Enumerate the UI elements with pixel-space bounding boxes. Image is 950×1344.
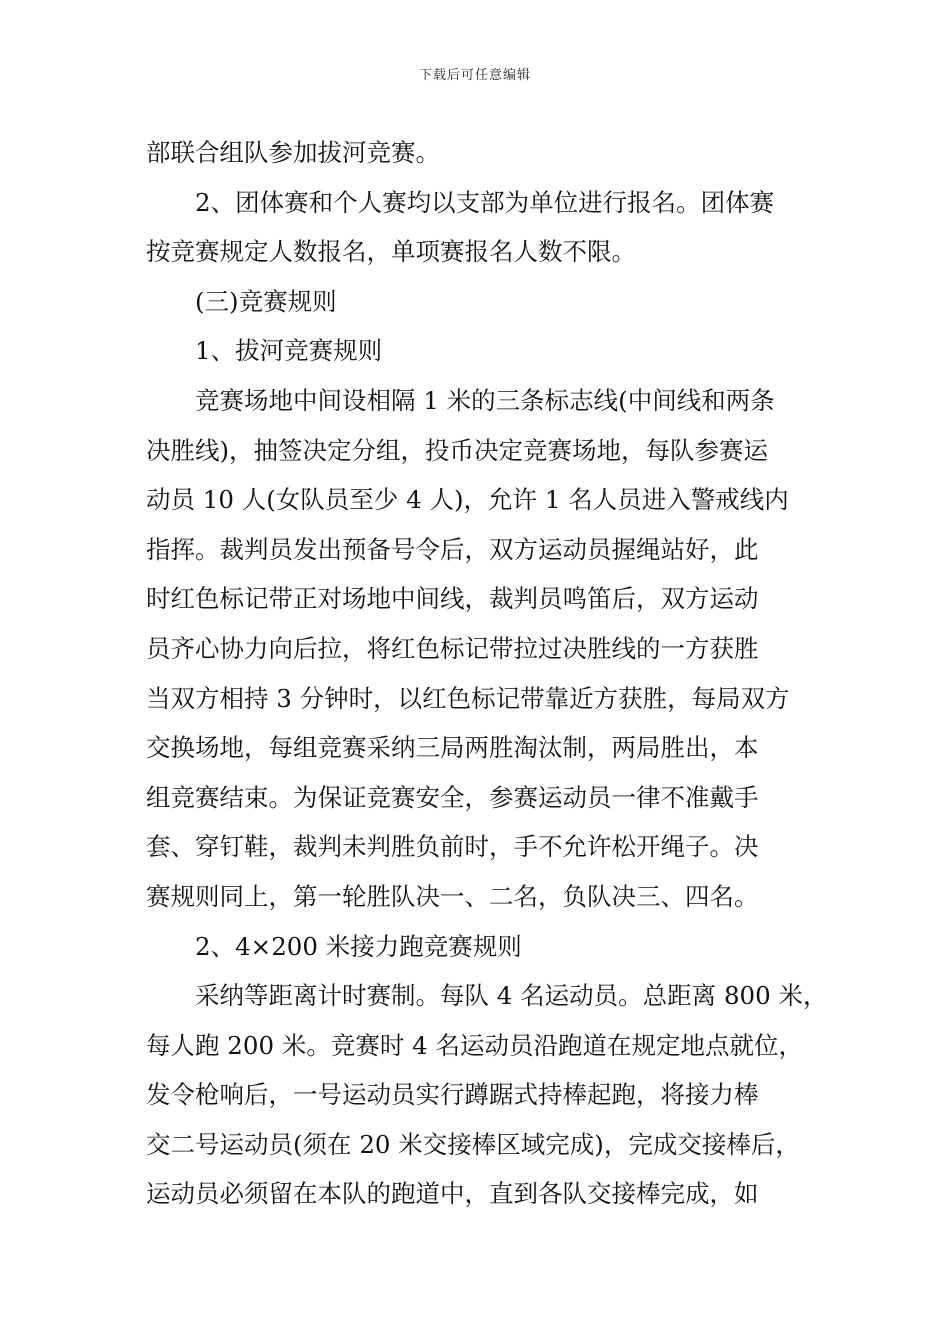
text-line: 竞赛场地中间设相隔 1 米的三条标志线(中间线和两条 [195, 385, 775, 415]
text-line: 赛规则同上，第一轮胜队决一、二名，负队决三、四名。 [146, 881, 759, 911]
text-line: 组竞赛结束。为保证竞赛安全，参赛运动员一律不准戴手 [146, 782, 759, 812]
text-line: 指挥。裁判员发出预备号令后，双方运动员握绳站好，此 [146, 534, 759, 564]
text-line: 按竞赛规定人数报名，单项赛报名人数不限。 [146, 237, 636, 267]
text-line: 时红色标记带正对场地中间线，裁判员鸣笛后，双方运动 [146, 584, 759, 614]
text-line: 决胜线)，抽签决定分组，投币决定竞赛场地，每队参赛运 [146, 435, 769, 465]
subsection-heading: 1、拔河竞赛规则 [195, 336, 383, 366]
section-heading: (三)竞赛规则 [195, 286, 337, 316]
text-line: 每人跑 200 米。竞赛时 4 名运动员沿跑道在规定地点就位， [146, 1030, 803, 1060]
text-line: 员齐心协力向后拉，将红色标记带拉过决胜线的一方获胜 [146, 633, 759, 663]
subsection-heading: 2、4×200 米接力跑竞赛规则 [195, 931, 522, 961]
text-line: 发令枪响后，一号运动员实行蹲踞式持棒起跑，将接力棒 [146, 1080, 759, 1110]
document-body [146, 128, 828, 1219]
text-line: 采纳等距离计时赛制。每队 4 名运动员。总距离 800 米， [195, 981, 828, 1011]
text-line: 套、穿钉鞋，裁判未判胜负前时，手不允许松开绳子。决 [146, 832, 759, 862]
text-line: 部联合组队参加拔河竞赛。 [146, 138, 440, 167]
text-line: 2、团体赛和个人赛均以支部为单位进行报名。团体赛 [195, 187, 775, 217]
page-header: 下载后可任意编辑 [418, 68, 531, 83]
text-line: 当双方相持 3 分钟时，以红色标记带靠近方获胜，每局双方 [146, 683, 790, 713]
text-line: 动员 10 人(女队员至少 4 人)，允许 1 名人员进入警戒线内 [146, 485, 789, 515]
text-line: 运动员必须留在本队的跑道中，直到各队交接棒完成，如 [146, 1179, 759, 1209]
text-line: 交二号运动员(须在 20 米交接棒区域完成)，完成交接棒后， [146, 1129, 800, 1159]
text-line: 交换场地，每组竞赛采纳三局两胜淘汰制，两局胜出，本 [146, 733, 759, 763]
